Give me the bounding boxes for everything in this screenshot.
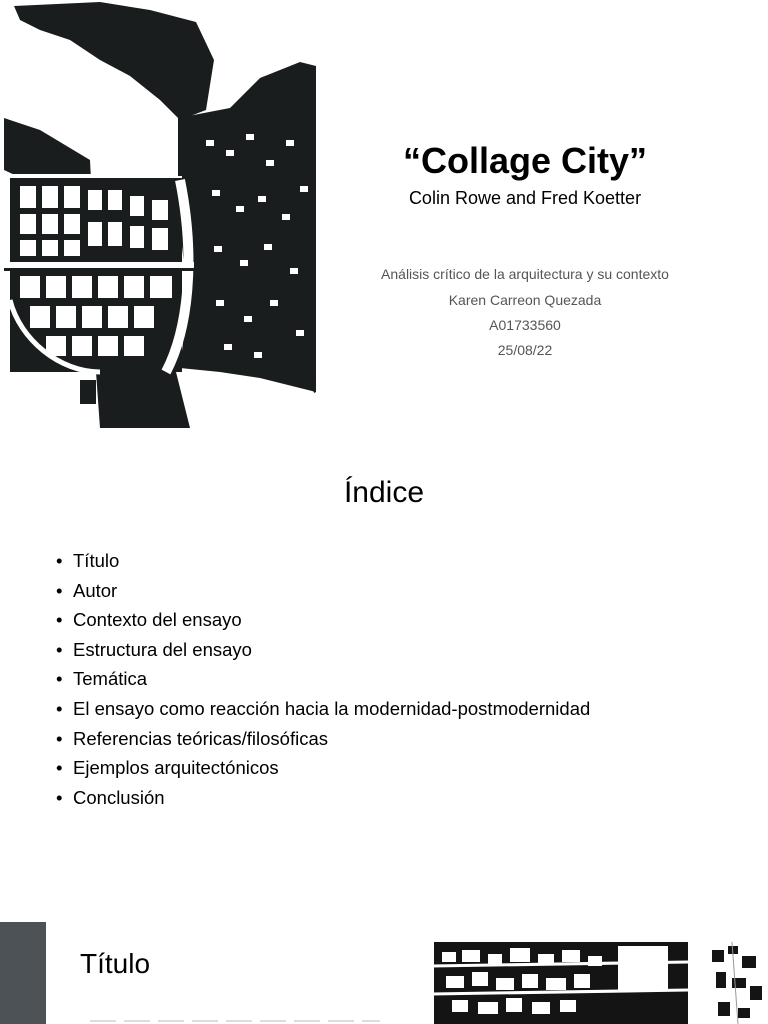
authors-subtitle: Colin Rowe and Fred Koetter [408, 188, 642, 208]
section-title: Título [80, 948, 151, 979]
list-item: • El ensayo como reacción hacia la modernidad-postmodernidad [56, 697, 591, 719]
course-name: Análisis crítico de la arquitectura y su contexto [381, 266, 669, 282]
presentation-title: “Collage City” [402, 140, 648, 181]
index-list [56, 546, 590, 812]
student-id: A01733560 [489, 317, 561, 333]
slide-title [0, 0, 768, 432]
list-item: • Estructura del ensayo [56, 638, 252, 660]
list-item: • Autor [56, 579, 118, 601]
city-map-image [0, 0, 316, 432]
accent-sidebar [0, 922, 46, 1024]
date: 25/08/22 [497, 342, 553, 358]
list-item: • Ejemplos arquitectónicos [56, 757, 279, 779]
list-item: • Referencias teóricas/filosóficas [56, 727, 328, 749]
index-title: Índice [343, 476, 425, 509]
list-item: • Contexto del ensayo [56, 609, 242, 631]
slide-titulo [0, 920, 768, 1024]
list-item: • Temática [56, 668, 148, 690]
list-item: • Título [56, 550, 120, 571]
student-name: Karen Carreon Quezada [448, 292, 602, 308]
figure-ground-plan-image [432, 942, 768, 1024]
slide-index [0, 432, 768, 912]
faded-text-line [90, 1020, 380, 1022]
list-item: • Conclusión [56, 786, 165, 808]
